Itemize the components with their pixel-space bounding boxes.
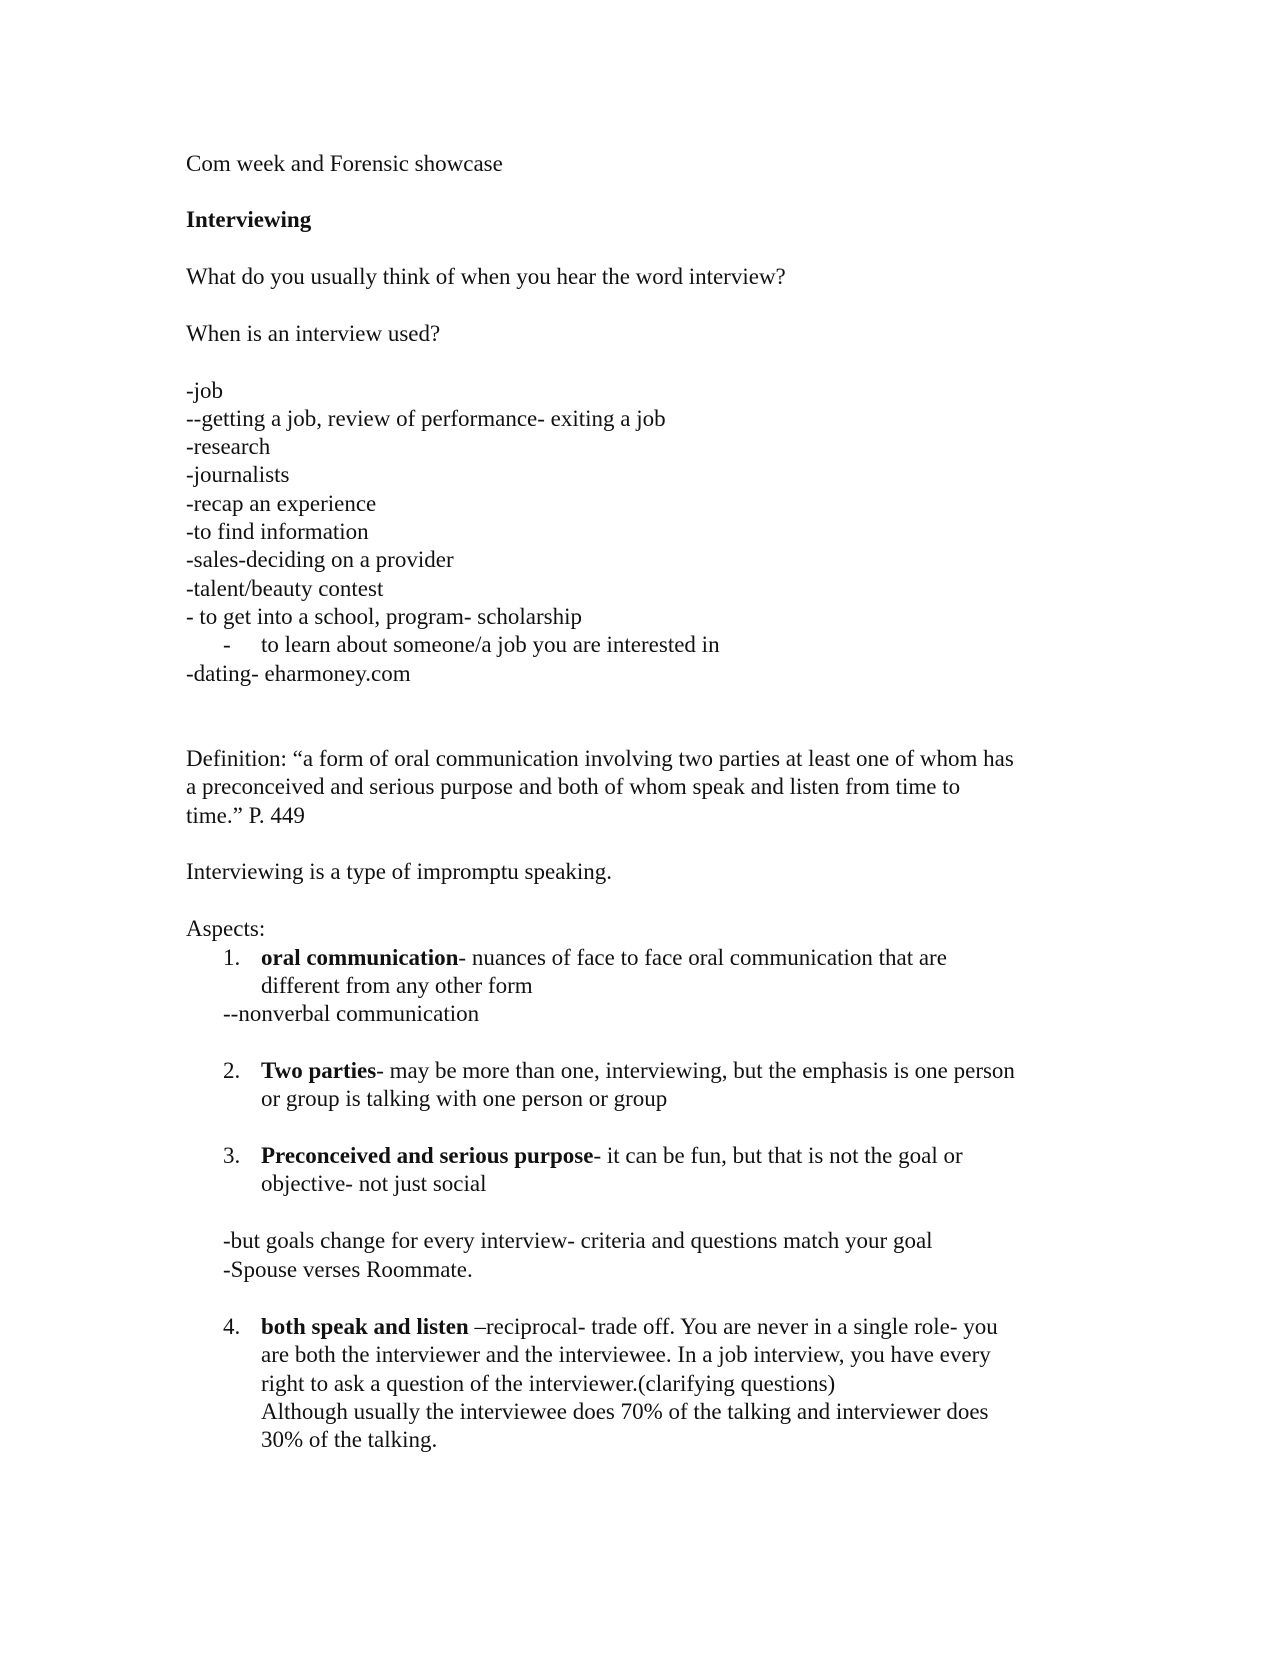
aspect-3-note: -but goals change for every interview- criteria and questions match your goal (223, 1228, 933, 1253)
aspect-4-continuation: Although usually the interviewee does 70% of the talking and interviewer does (261, 1399, 989, 1424)
definition-line: time.” P. 449 (186, 803, 305, 828)
list-item: -journalists (186, 462, 290, 487)
aspect-1-note: --nonverbal communication (223, 1001, 480, 1026)
aspect-number: 4. (223, 1314, 241, 1339)
aspect-number: 2. (223, 1058, 241, 1083)
list-item: -research (186, 434, 271, 459)
aspect-text: - may be more than one, interviewing, but the emphasis is one person (376, 1058, 1015, 1083)
aspect-4-continuation: are both the interviewer and the interviewee. In a job interview, you have every (261, 1342, 991, 1367)
aspects-label: Aspects: (186, 916, 266, 941)
aspect-term: oral communication (261, 945, 459, 970)
list-item: -talent/beauty contest (186, 576, 384, 601)
bullet-dash: - (223, 632, 231, 657)
definition-line: a preconceived and serious purpose and both of whom speak and listen from time to (186, 774, 961, 799)
list-item: -job (186, 378, 224, 403)
aspect-3-continuation: objective- not just social (261, 1171, 487, 1196)
question-2: When is an interview used? (186, 321, 441, 346)
list-item: --getting a job, review of performance- exiting a job (186, 406, 666, 431)
aspect-term: Preconceived and serious purpose (261, 1143, 594, 1168)
aspect-term: Two parties (261, 1058, 377, 1083)
aspect-4-line (261, 1313, 998, 1341)
aspect-1-continuation: different from any other form (261, 973, 533, 998)
aspect-text: - nuances of face to face oral communication that are (458, 945, 947, 970)
aspect-3-line (261, 1142, 963, 1170)
aspect-text: –reciprocal- trade off. You are never in a single role- you (468, 1314, 998, 1339)
aspect-number: 3. (223, 1143, 241, 1168)
section-heading: Interviewing (186, 207, 312, 232)
question-1: What do you usually think of when you hear the word interview? (186, 264, 786, 289)
aspect-2-line (261, 1057, 1015, 1085)
aspect-1-line (261, 944, 947, 972)
document-header: Com week and Forensic showcase (186, 151, 503, 176)
definition-line: Definition: “a form of oral communication involving two parties at least one of whom has (186, 746, 1014, 771)
list-item: -sales-deciding on a provider (186, 547, 454, 572)
aspect-text: - it can be fun, but that is not the goal or (593, 1143, 963, 1168)
aspect-4-continuation: right to ask a question of the interviewer.(clarifying questions) (261, 1371, 836, 1396)
bullet-item: to learn about someone/a job you are interested in (261, 632, 720, 657)
aspect-3-note: -Spouse verses Roommate. (223, 1257, 473, 1282)
impromptu-statement: Interviewing is a type of impromptu speaking. (186, 859, 613, 884)
list-item: -dating- eharmoney.com (186, 661, 411, 686)
aspect-term: both speak and listen (261, 1314, 469, 1339)
list-item: -to find information (186, 519, 369, 544)
aspect-2-continuation: or group is talking with one person or group (261, 1086, 668, 1111)
list-item: - to get into a school, program- scholarship (186, 604, 583, 629)
aspect-4-continuation: 30% of the talking. (261, 1427, 438, 1452)
aspect-number: 1. (223, 945, 241, 970)
list-item: -recap an experience (186, 491, 377, 516)
